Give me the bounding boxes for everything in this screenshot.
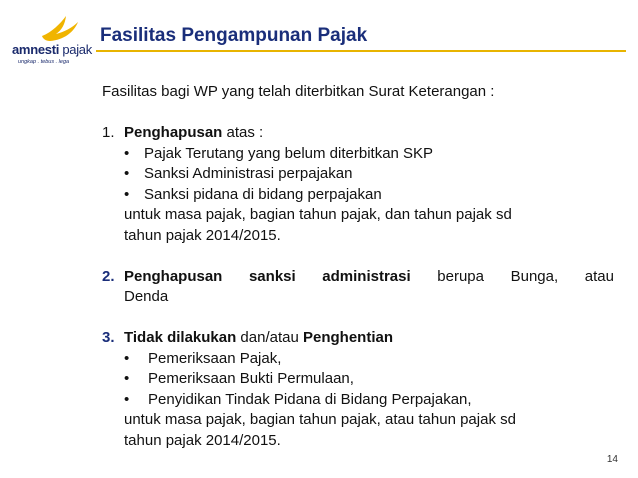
item-1-heading	[102, 123, 614, 144]
item-1-bullet-text: Pajak Terutang yang belum diterbitkan SKP	[144, 144, 434, 162]
item-3-heading	[102, 328, 614, 349]
bullet-icon: •	[124, 349, 130, 367]
logo-tagline: ungkap . tebus . lega	[18, 59, 70, 65]
item-3-tail: tahun pajak 2014/2015.	[124, 431, 281, 449]
item-1-bullet	[102, 185, 614, 206]
item-3-bullet	[102, 349, 614, 370]
bullet-icon: •	[124, 390, 130, 408]
logo-word-main: amnesti	[12, 42, 60, 57]
item-3-bold: Penghentian	[303, 329, 394, 346]
item-3-bullet	[102, 390, 614, 411]
item-2-word: administrasi	[322, 267, 411, 285]
amnesti-pajak-logo	[10, 14, 94, 72]
item-2-number: 2.	[102, 267, 115, 285]
item-1-bullet	[102, 164, 614, 185]
item-1-bullet-text: Sanksi pidana di bidang perpajakan	[144, 185, 382, 203]
intro-text: Fasilitas bagi WP yang telah diterbitkan Surat Keterangan :	[102, 83, 495, 100]
bullet-icon: •	[124, 165, 130, 182]
item-1-bold: Penghapusan	[124, 124, 223, 141]
logo-wordmark	[12, 42, 92, 57]
item-2-line2: Denda	[124, 288, 169, 305]
slide-content	[102, 82, 614, 451]
item-1-tail: untuk masa pajak, bagian tahun pajak, dan tahun pajak sd	[124, 206, 512, 223]
item-3-bullet	[102, 369, 614, 390]
item-1-number: 1.	[102, 124, 115, 141]
item-2-word: sanksi	[248, 267, 296, 285]
item-2-word: Bunga,	[510, 267, 559, 285]
bullet-icon: •	[124, 185, 130, 203]
item-3-number: 3.	[102, 329, 115, 346]
slide-title: Fasilitas Pengampunan Pajak	[100, 25, 368, 46]
item-3-bullet-text: Pemeriksaan Bukti Permulaan,	[148, 370, 354, 387]
item-3-tail: untuk masa pajak, bagian tahun pajak, atau tahun pajak sd	[124, 411, 516, 428]
item-2-word: berupa	[437, 267, 484, 285]
item-2-word: atau	[584, 267, 614, 285]
title-bar	[96, 24, 626, 52]
item-2-heading	[102, 267, 614, 288]
item-1-bullet-text: Sanksi Administrasi perpajakan	[144, 165, 353, 182]
item-1-rest: atas :	[222, 124, 264, 141]
bullet-icon: •	[124, 144, 130, 162]
item-1-bullet	[102, 144, 614, 165]
logo-word-sub: pajak	[62, 42, 92, 57]
bullet-icon: •	[124, 370, 130, 387]
item-1-tail: tahun pajak 2014/2015.	[124, 226, 281, 244]
item-2-word: Penghapusan	[124, 267, 223, 285]
page-number: 14	[606, 454, 618, 465]
item-3-bullet-text: Pemeriksaan Pajak,	[148, 349, 282, 367]
bird-icon	[40, 14, 80, 44]
item-3-bold: Tidak dilakukan	[124, 329, 237, 346]
item-3-mid: dan/atau	[236, 329, 303, 346]
item-3-bullet-text: Penyidikan Tindak Pidana di Bidang Perpajakan,	[148, 390, 472, 408]
